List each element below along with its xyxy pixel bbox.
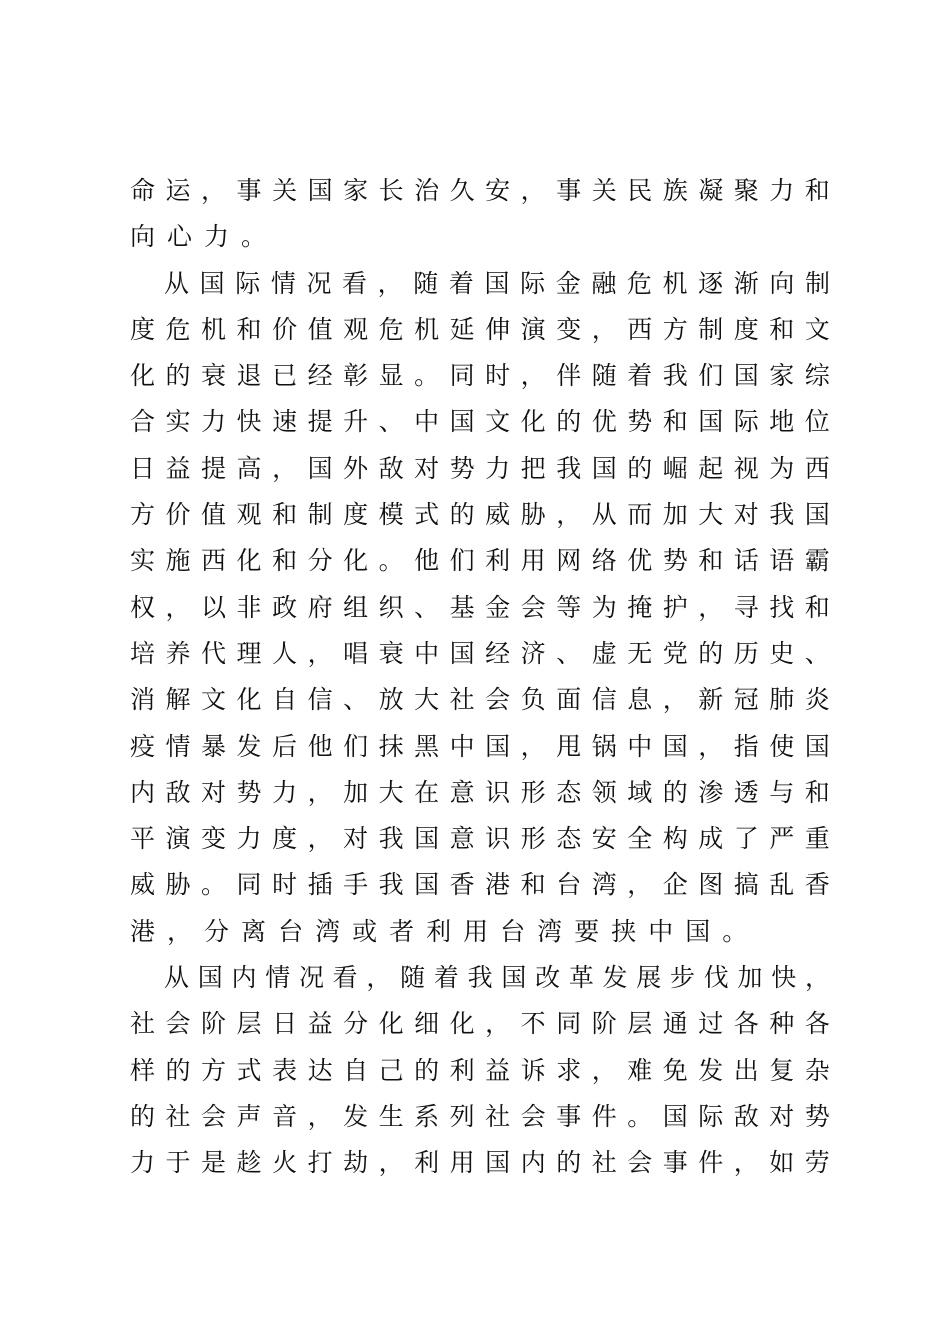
text-line: 合 实 力 快 速 提 升 、 中 国 文 化 的 优 势 和 国 际 地 位 — [130, 407, 830, 437]
text-line: 疫 情 暴 发 后 他 们 抹 黑 中 国 ， 甩 锅 中 国 ， 指 使 国 — [130, 731, 830, 761]
text-line: 命 运 ， 事 关 国 家 长 治 久 安 ， 事 关 民 族 凝 聚 力 和 — [130, 176, 830, 205]
text-line: 消 解 文 化 自 信 、 放 大 社 会 负 面 信 息 ， 新 冠 肺 炎 — [130, 685, 830, 715]
text-line: 向 心 力 。 — [130, 222, 279, 252]
text-line: 力 于 是 趁 火 打 劫 ， 利 用 国 内 的 社 会 事 件 ， 如 劳 — [130, 1148, 830, 1178]
text-line: 化 的 衰 退 已 经 彰 显 。 同 时 ， 伴 随 着 我 们 国 家 综 — [130, 361, 830, 391]
text-line: 社 会 阶 层 日 益 分 化 细 化 ， 不 同 阶 层 通 过 各 种 各 — [130, 1009, 830, 1039]
text-line: 度 危 机 和 价 值 观 危 机 延 伸 演 变 ， 西 方 制 度 和 文 — [130, 314, 830, 344]
text-line: 内 敌 对 势 力 ， 加 大 在 意 识 形 态 领 域 的 渗 透 与 和 — [130, 777, 830, 807]
text-line: 威 胁 。 同 时 插 手 我 国 香 港 和 台 湾 ， 企 图 搞 乱 香 — [130, 870, 830, 900]
text-line: 方 价 值 观 和 制 度 模 式 的 威 胁 ， 从 而 加 大 对 我 国 — [130, 500, 830, 530]
text-line: 从 国 际 情 况 看 ， 随 着 国 际 金 融 危 机 逐 渐 向 制 — [164, 268, 830, 298]
text-line: 日 益 提 高 ， 国 外 敌 对 势 力 把 我 国 的 崛 起 视 为 西 — [130, 453, 830, 483]
text-line: 培 养 代 理 人 ， 唱 衰 中 国 经 济 、 虚 无 党 的 历 史 、 — [130, 638, 830, 668]
text-line: 港 ， 分 离 台 湾 或 者 利 用 台 湾 要 挟 中 国 。 — [130, 916, 760, 946]
body-text — [130, 168, 830, 1187]
text-line: 平 演 变 力 度 ， 对 我 国 意 识 形 态 安 全 构 成 了 严 重 — [130, 824, 830, 854]
text-line: 权 ， 以 非 政 府 组 织 、 基 金 会 等 为 掩 护 ， 寻 找 和 — [130, 592, 830, 622]
text-line: 从 国 内 情 况 看 ， 随 着 我 国 改 革 发 展 步 伐 加 快 ， — [164, 963, 830, 993]
text-line: 的 社 会 声 音 ， 发 生 系 列 社 会 事 件 。 国 际 敌 对 势 — [130, 1101, 830, 1131]
text-line: 样 的 方 式 表 达 自 己 的 利 益 诉 求 ， 难 免 发 出 复 杂 — [130, 1055, 830, 1085]
text-line: 实 施 西 化 和 分 化 。 他 们 利 用 网 络 优 势 和 话 语 霸 — [130, 546, 830, 576]
